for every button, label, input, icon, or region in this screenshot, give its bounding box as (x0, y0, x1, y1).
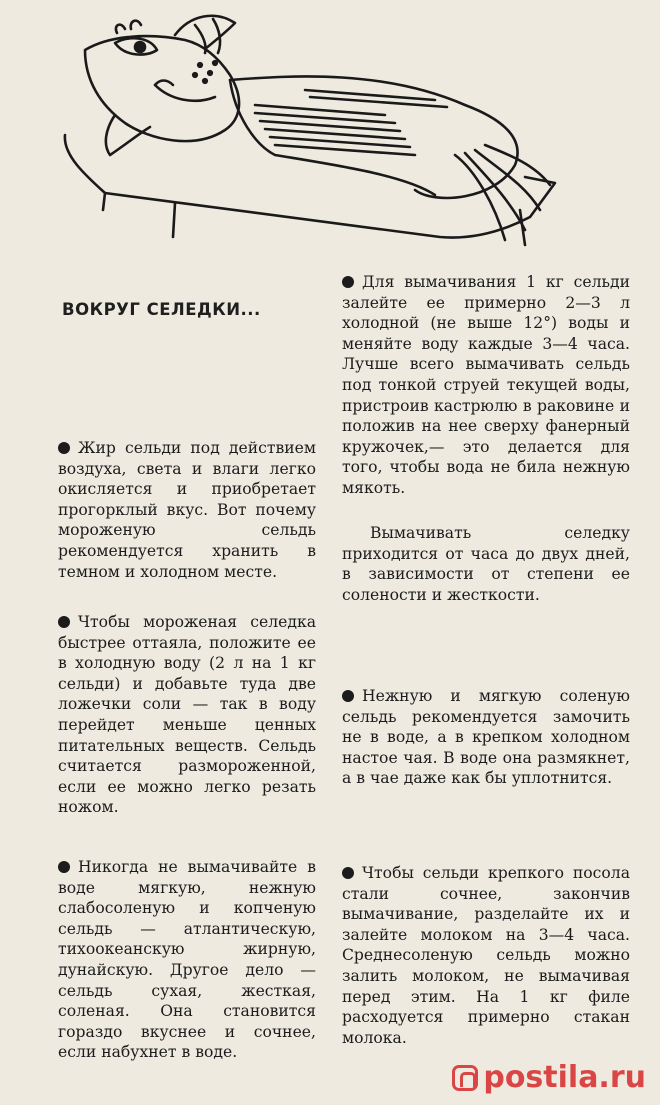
bullet-icon (58, 442, 70, 454)
right-paragraph-2 (342, 686, 630, 789)
right-paragraph-3 (342, 863, 630, 1048)
bullet-icon (342, 867, 354, 879)
right-paragraph-1-continued: Вымачивать селедку приходится от часа до двух дней, в зависимости от степени ее солености и жесткости. (342, 524, 630, 604)
bullet-icon (58, 616, 70, 628)
right-paragraph-2-text: Нежную и мягкую соленую сельдь рекомендуется замочить не в воде, а в крепком холодном настое чая. В воде она размякнет, а в чае даже как бы уплотнится. (342, 687, 630, 788)
right-paragraph-1 (342, 272, 630, 499)
left-paragraph-2-text: Чтобы мороженая селедка быстрее оттаяла, положите ее в холодную воду (2 л на 1 кг сельди) и добавьте туда две ложечки соли — так в воду перейдет меньше ценных питательных веществ. Сельдь считается размороженной, если ее можно легко резать ножом. (58, 613, 316, 817)
left-paragraph-1 (58, 438, 316, 582)
left-paragraph-3 (58, 857, 316, 1063)
herring-in-newspaper-illustration (55, 5, 565, 255)
bullet-icon (58, 861, 70, 873)
article-title: ВОКРУГ СЕЛЕДКИ... (62, 300, 261, 319)
watermark-text: postila.ru (483, 1060, 646, 1095)
right-paragraph-1-text: Для вымачивания 1 кг сельди залейте ее примерно 2—3 л холодной (не выше 12°) воды и меняйте воду каждые 3—4 часа. Лучше всего вымачивать сельдь под тонкой струей текущей воды, пристроив кастрюлю в раковине и положив на нее сверху фанерный кружочек,— это делается для того, чтобы вода не била нежную мякоть. (342, 273, 630, 497)
left-paragraph-2 (58, 612, 316, 818)
right-paragraph-3-text: Чтобы сельди крепкого посола стали сочнее, закончив вымачивание, разделайте их и залейте молоком на 3—4 часа. Среднесоленую сельдь можно залить молоком, не вымачивая перед этим. На 1 кг филе расходуется примерно стакан молока. (342, 864, 630, 1047)
postila-logo-icon (452, 1065, 478, 1091)
watermark-logo (452, 1060, 646, 1095)
bullet-icon (342, 690, 354, 702)
bullet-icon (342, 276, 354, 288)
left-paragraph-1-text: Жир сельди под действием воздуха, света и влаги легко окисляется и приобретает прогорклый вкус. Вот почему мороженую сельдь рекомендуется хранить в темном и холодном месте. (58, 439, 316, 581)
left-paragraph-3-text: Никогда не вымачивайте в воде мягкую, нежную слабосоленую и копченую сельдь — атлантическую, тихоокеанскую жирную, дунайскую. Другое дело — сельдь сухая, жесткая, соленая. Она становится гораздо вкуснее и сочнее, если набухнет в воде. (58, 858, 316, 1062)
